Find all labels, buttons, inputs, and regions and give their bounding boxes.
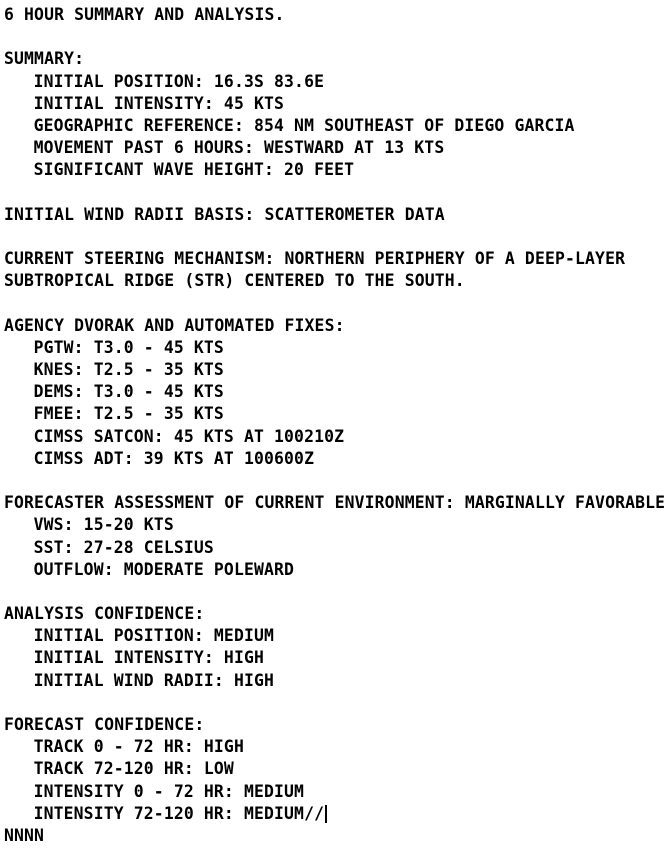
text-line-steering-mechanism-1: SUBTROPICAL RIDGE (STR) CENTERED TO THE SOUTH. (4, 271, 465, 291)
text-line-forecast-confidence-1: TRACK 0 - 72 HR: HIGH (33, 737, 244, 757)
text-line-environment-assessment-1: VWS: 15-20 KTS (33, 515, 174, 535)
text-line-analysis-confidence-2: INITIAL INTENSITY: HIGH (33, 648, 265, 668)
text-line-summary-4: MOVEMENT PAST 6 HOURS: WESTWARD AT 13 KTS (33, 138, 445, 158)
text-line-forecast-confidence-3: INTENSITY 0 - 72 HR: MEDIUM (33, 781, 305, 801)
text-line-agency-fixes-2: KNES: T2.5 - 35 KTS (33, 360, 224, 379)
blank-line (4, 581, 671, 603)
text-line-environment-assessment-2: SST: 27-28 CELSIUS (33, 537, 214, 557)
text-line-environment-assessment-0: FORECASTER ASSESSMENT OF CURRENT ENVIRONMENT: MARGINALLY FAVORABLE (4, 493, 666, 513)
text-line-heading-0: 6 HOUR SUMMARY AND ANALYSIS. (4, 5, 285, 24)
text-line-analysis-confidence-1: INITIAL POSITION: MEDIUM (33, 626, 275, 646)
text-line-agency-fixes-1: PGTW: T3.0 - 45 KTS (33, 337, 224, 357)
text-line-environment-assessment-3: OUTFLOW: MODERATE POLEWARD (33, 559, 295, 579)
text-line-forecast-confidence-2: TRACK 72-120 HR: LOW (33, 759, 234, 779)
blank-line (4, 692, 671, 714)
text-cursor-caret (325, 805, 327, 823)
text-line-analysis-confidence-0: ANALYSIS CONFIDENCE: (4, 604, 205, 624)
text-line-summary-5: SIGNIFICANT WAVE HEIGHT: 20 FEET (33, 160, 355, 180)
text-line-steering-mechanism-0: CURRENT STEERING MECHANISM: NORTHERN PERIPHERY OF A DEEP-LAYER (4, 249, 626, 269)
text-line-agency-fixes-3: DEMS: T3.0 - 45 KTS (33, 382, 224, 402)
text-line-summary-0: SUMMARY: (4, 49, 85, 69)
text-line-agency-fixes-5: CIMSS SATCON: 45 KTS AT 100210Z (33, 426, 345, 446)
blank-line (4, 292, 671, 314)
text-line-agency-fixes-6: CIMSS ADT: 39 KTS AT 100600Z (33, 448, 315, 468)
text-line-forecast-confidence-4: INTENSITY 72-120 HR: MEDIUM// (4, 803, 671, 825)
text-line-agency-fixes-4: FMEE: T2.5 - 35 KTS (33, 404, 224, 424)
text-line-summary-3: GEOGRAPHIC REFERENCE: 854 NM SOUTHEAST OF DIEGO GARCIA (33, 115, 575, 135)
blank-line (4, 182, 671, 204)
text-line-wind-radii-basis-0: INITIAL WIND RADII BASIS: SCATTEROMETER DATA (4, 204, 445, 224)
text-line-forecast-confidence-0: FORECAST CONFIDENCE: (4, 715, 205, 734)
text-line-analysis-confidence-3: INITIAL WIND RADII: HIGH (33, 670, 275, 690)
blank-line (4, 26, 671, 48)
blank-line (4, 470, 671, 492)
text-line-forecast-confidence-5: NNNN (4, 825, 45, 845)
text-line-agency-fixes-0: AGENCY DVORAK AND AUTOMATED FIXES: (4, 315, 345, 335)
text-line-summary-1: INITIAL POSITION: 16.3S 83.6E (33, 71, 325, 91)
text-line-summary-2: INITIAL INTENSITY: 45 KTS (33, 93, 285, 113)
blank-line (4, 226, 671, 248)
